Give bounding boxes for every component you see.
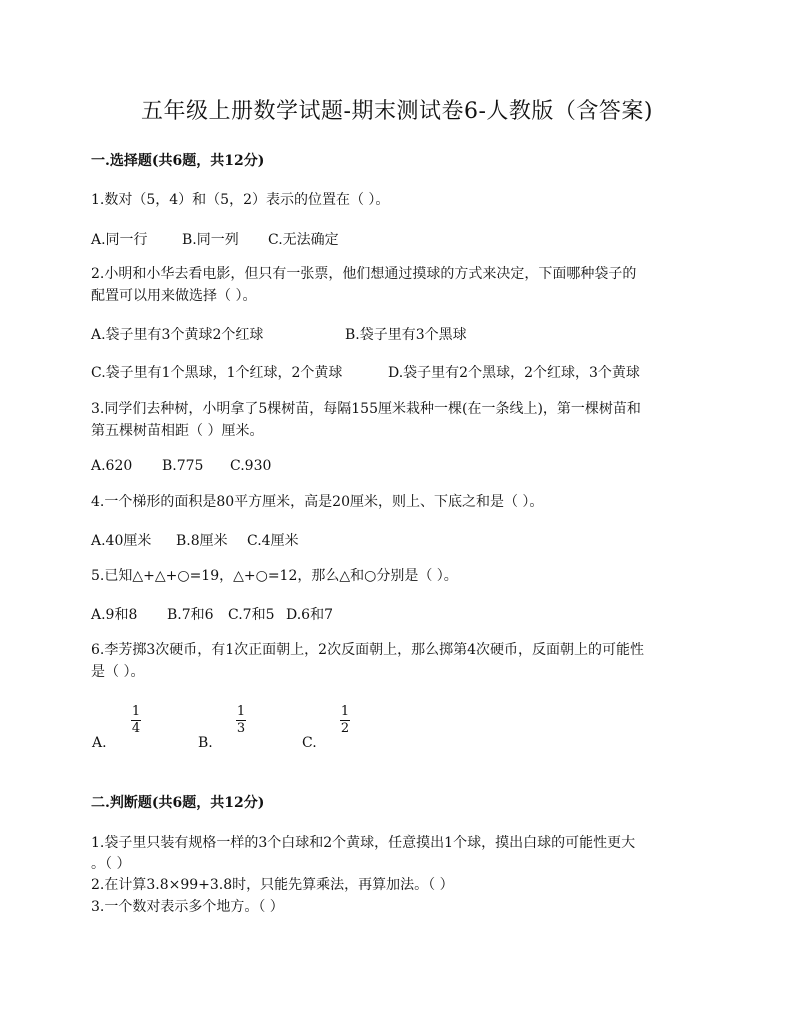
fraction-a	[131, 705, 141, 736]
option-a: A.9和8	[91, 607, 138, 623]
question-4: 4.一个梯形的面积是80平方厘米，高是20厘米，则上、下底之和是（ ）。	[91, 494, 544, 510]
judgement-1-line-1: 1.袋子里只装有规格一样的3个白球和2个黄球，任意摸出1个球，摸出白球的可能性更大	[91, 835, 636, 851]
question-2-line-2: 配置可以用来做选择（ ）。	[91, 288, 257, 304]
question-3-options	[91, 458, 271, 474]
section-heading-choice: 一.选择题(共6题，共12分)	[91, 153, 265, 169]
judgement-2: 2.在计算3.8×99+3.8时，只能先算乘法，再算加法。（ ）	[91, 877, 454, 893]
question-3-line-1: 3.同学们去种树，小明拿了5棵树苗，每隔155厘米栽种一棵(在一条线上)，第一棵树苗和	[91, 401, 641, 417]
question-5: 5.已知△+△+○=19，△+○=12，那么△和○分别是（ ）。	[91, 568, 458, 584]
judgement-3: 3.一个数对表示多个地方。（ ）	[91, 899, 284, 915]
option-d: D.袋子里有2个黑球，2个红球，3个黄球	[388, 365, 640, 381]
question-3-line-2: 第五棵树苗相距（ ）厘米。	[91, 423, 264, 439]
option-c: C.7和5	[228, 607, 275, 623]
option-b: B.8厘米	[176, 533, 228, 549]
fraction-c-denominator: 2	[340, 721, 350, 736]
option-d: D.6和7	[286, 607, 333, 623]
option-c-label: C.	[302, 735, 317, 751]
question-5-options	[91, 604, 333, 624]
section-heading-judgement: 二.判断题(共6题，共12分)	[91, 795, 265, 811]
option-b-label: B.	[198, 735, 213, 751]
fraction-b-numerator: 1	[236, 704, 246, 719]
fraction-a-denominator: 4	[131, 721, 141, 736]
question-6-line-1: 6.李芳掷3次硬币，有1次正面朝上，2次反面朝上，那么掷第4次硬币，反面朝上的可能性	[91, 642, 644, 658]
question-2-options-row-2	[91, 362, 640, 382]
question-1: 1.数对（5，4）和（5，2）表示的位置在（ ）。	[91, 192, 390, 208]
fraction-a-numerator: 1	[131, 704, 141, 719]
option-a: A.620	[91, 458, 133, 474]
question-2-options-row-1	[91, 324, 467, 344]
fraction-b	[236, 705, 246, 736]
question-6-line-2: 是（ ）。	[91, 664, 145, 680]
fraction-b-denominator: 3	[236, 721, 246, 736]
option-b: B.7和6	[167, 607, 214, 623]
option-c: C.4厘米	[247, 533, 299, 549]
option-a-label: A.	[92, 735, 107, 751]
option-a: A.同一行	[91, 232, 148, 248]
option-b: B.同一列	[182, 232, 239, 248]
question-2-line-1: 2.小明和小华去看电影，但只有一张票，他们想通过摸球的方式来决定，下面哪种袋子的	[91, 266, 637, 282]
option-b: B.袋子里有3个黑球	[345, 327, 467, 343]
fraction-c-numerator: 1	[340, 704, 350, 719]
page-title: 五年级上册数学试题-期末测试卷6-人教版（含答案)	[141, 99, 653, 124]
judgement-1-line-2: 。（ ）	[91, 856, 131, 872]
option-c: C.无法确定	[268, 232, 339, 248]
question-1-options	[91, 229, 339, 249]
fraction-c	[340, 705, 350, 736]
option-a: A.40厘米	[91, 533, 152, 549]
question-4-options	[91, 530, 299, 550]
option-b: B.775	[162, 458, 204, 474]
option-a: A.袋子里有3个黄球2个红球	[91, 327, 264, 343]
option-c: C.袋子里有1个黑球，1个红球，2个黄球	[91, 365, 343, 381]
option-c: C.930	[230, 458, 272, 474]
